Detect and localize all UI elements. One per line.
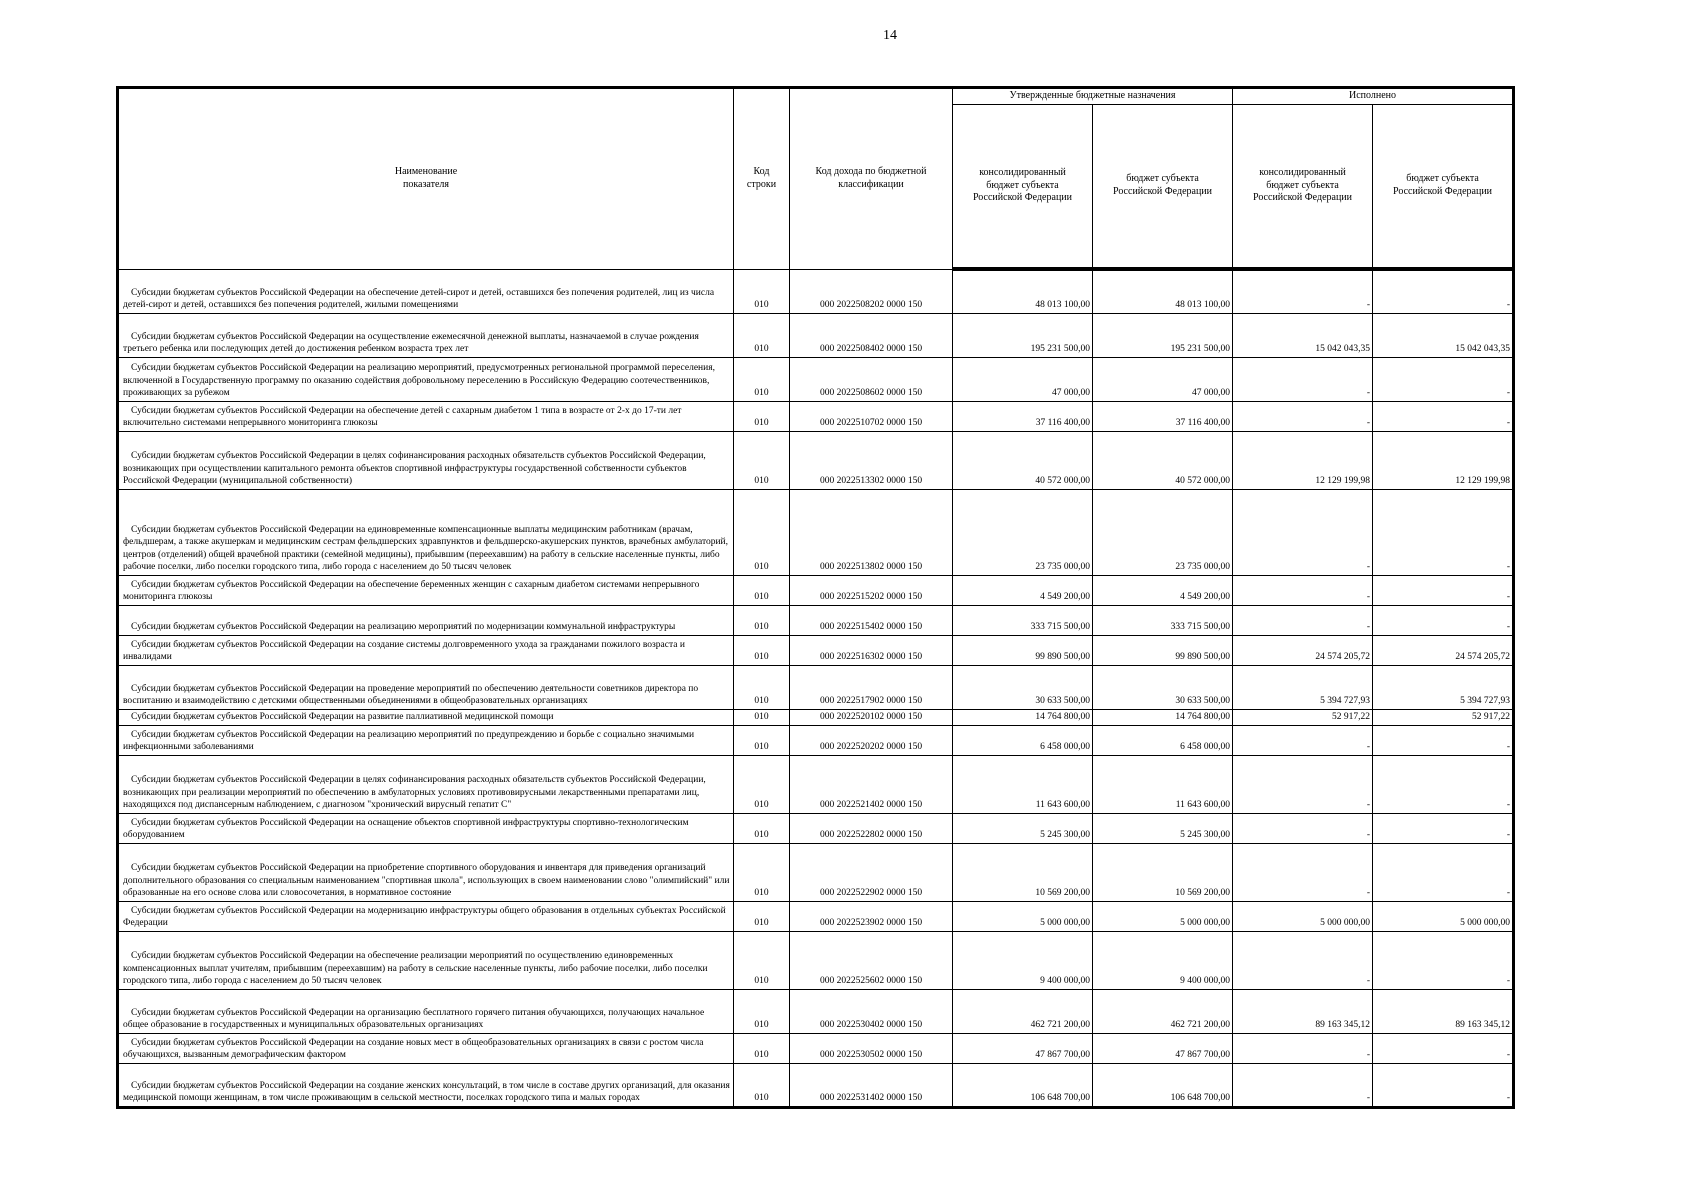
row-approved-subject: 5 245 300,00 xyxy=(1093,813,1233,843)
row-approved-consolidated: 47 867 700,00 xyxy=(953,1033,1093,1063)
row-approved-subject: 40 572 000,00 xyxy=(1093,431,1233,489)
row-approved-subject: 106 648 700,00 xyxy=(1093,1063,1233,1107)
row-executed-subject: - xyxy=(1373,489,1514,575)
row-income-code: 000 2022513302 0000 150 xyxy=(790,431,953,489)
row-executed-consolidated: 89 163 345,12 xyxy=(1233,989,1373,1033)
row-name: Субсидии бюджетам субъектов Российской Федерации в целях софинансирования расходных обязательств субъектов Российской Федерации, возникающих при осуществлении капитального ремонта объектов спортивной инфраструктуры государственной собственности субъектов Российской Федерации (муниципальной собственности) xyxy=(118,431,734,489)
row-income-code: 000 2022525602 0000 150 xyxy=(790,931,953,989)
row-income-code: 000 2022521402 0000 150 xyxy=(790,755,953,813)
row-executed-consolidated: - xyxy=(1233,1033,1373,1063)
row-income-code: 000 2022523902 0000 150 xyxy=(790,901,953,931)
row-line-code: 010 xyxy=(734,989,790,1033)
table-row xyxy=(118,931,1514,989)
budget-execution-table xyxy=(116,86,1515,1109)
row-executed-consolidated: - xyxy=(1233,357,1373,401)
row-approved-subject: 99 890 500,00 xyxy=(1093,635,1233,665)
row-approved-subject: 10 569 200,00 xyxy=(1093,843,1233,901)
row-approved-subject: 333 715 500,00 xyxy=(1093,605,1233,635)
row-line-code: 010 xyxy=(734,635,790,665)
row-executed-subject: 12 129 199,98 xyxy=(1373,431,1514,489)
row-executed-subject: - xyxy=(1373,1033,1514,1063)
table-row xyxy=(118,843,1514,901)
row-executed-consolidated: - xyxy=(1233,1063,1373,1107)
row-executed-subject: - xyxy=(1373,357,1514,401)
header-line-code: Код строки xyxy=(734,88,790,270)
row-executed-subject: - xyxy=(1373,755,1514,813)
row-approved-consolidated: 462 721 200,00 xyxy=(953,989,1093,1033)
row-executed-consolidated: - xyxy=(1233,843,1373,901)
row-line-code: 010 xyxy=(734,605,790,635)
row-approved-consolidated: 40 572 000,00 xyxy=(953,431,1093,489)
row-executed-subject: - xyxy=(1373,843,1514,901)
row-approved-subject: 9 400 000,00 xyxy=(1093,931,1233,989)
table-body xyxy=(118,269,1514,1107)
row-income-code: 000 2022522902 0000 150 xyxy=(790,843,953,901)
header-executed-group: Исполнено xyxy=(1233,88,1514,105)
row-executed-subject: - xyxy=(1373,605,1514,635)
row-line-code: 010 xyxy=(734,1063,790,1107)
row-approved-subject: 195 231 500,00 xyxy=(1093,313,1233,357)
table-row xyxy=(118,489,1514,575)
row-income-code: 000 2022515402 0000 150 xyxy=(790,605,953,635)
row-name: Субсидии бюджетам субъектов Российской Федерации на реализацию мероприятий по модернизации коммунальной инфраструктуры xyxy=(118,605,734,635)
row-executed-consolidated: - xyxy=(1233,725,1373,755)
row-name: Субсидии бюджетам субъектов Российской Федерации на единовременные компенсационные выплаты медицинским работникам (врачам, фельдшерам, а также акушеркам и медицинским сестрам фельдшерских здравпунктов и фельдшерско-акушерских пунктов, врачебных амбулаторий, центров (отделений) общей врачебной практики (семейной медицины), прибывшим (переехавшим) на работу в сельские населенные пункты, либо рабочие поселки, либо поселки городского типа, либо города с населением до 50 тысяч человек xyxy=(118,489,734,575)
row-income-code: 000 2022516302 0000 150 xyxy=(790,635,953,665)
row-line-code: 010 xyxy=(734,901,790,931)
header-executed-subject: бюджет субъекта Российской Федерации xyxy=(1373,104,1514,269)
row-approved-subject: 6 458 000,00 xyxy=(1093,725,1233,755)
row-approved-consolidated: 48 013 100,00 xyxy=(953,269,1093,313)
row-approved-subject: 462 721 200,00 xyxy=(1093,989,1233,1033)
row-approved-consolidated: 37 116 400,00 xyxy=(953,401,1093,431)
row-approved-consolidated: 333 715 500,00 xyxy=(953,605,1093,635)
row-executed-consolidated: - xyxy=(1233,755,1373,813)
row-income-code: 000 2022520102 0000 150 xyxy=(790,709,953,725)
row-executed-consolidated: 15 042 043,35 xyxy=(1233,313,1373,357)
table-row xyxy=(118,813,1514,843)
row-approved-consolidated: 11 643 600,00 xyxy=(953,755,1093,813)
row-executed-subject: - xyxy=(1373,725,1514,755)
row-name: Субсидии бюджетам субъектов Российской Федерации на создание женских консультаций, в том числе в составе других организаций, для оказания медицинской помощи женщинам, в том числе проживающим в сельской местности, поселках городского типа и малых городах xyxy=(118,1063,734,1107)
row-line-code: 010 xyxy=(734,313,790,357)
row-name: Субсидии бюджетам субъектов Российской Федерации на модернизацию инфраструктуры общего образования в отдельных субъектах Российской Федерации xyxy=(118,901,734,931)
row-executed-subject: 15 042 043,35 xyxy=(1373,313,1514,357)
table-row xyxy=(118,665,1514,709)
row-approved-consolidated: 23 735 000,00 xyxy=(953,489,1093,575)
row-name: Субсидии бюджетам субъектов Российской Федерации на проведение мероприятий по обеспечению деятельности советников директора по воспитанию и взаимодействию с детскими общественными объединениями в общеобразовательных организациях xyxy=(118,665,734,709)
row-approved-subject: 5 000 000,00 xyxy=(1093,901,1233,931)
row-approved-consolidated: 106 648 700,00 xyxy=(953,1063,1093,1107)
row-approved-consolidated: 99 890 500,00 xyxy=(953,635,1093,665)
row-income-code: 000 2022530402 0000 150 xyxy=(790,989,953,1033)
table-row xyxy=(118,431,1514,489)
row-approved-subject: 48 013 100,00 xyxy=(1093,269,1233,313)
row-executed-consolidated: 24 574 205,72 xyxy=(1233,635,1373,665)
table-row xyxy=(118,575,1514,605)
header-approved-consolidated: консолидированный бюджет субъекта Российской Федерации xyxy=(953,104,1093,269)
row-executed-subject: - xyxy=(1373,813,1514,843)
row-name: Субсидии бюджетам субъектов Российской Федерации в целях софинансирования расходных обязательств субъектов Российской Федерации, возникающих при реализации мероприятий по обеспечению в амбулаторных условиях противовирусными лекарственными препаратами лиц, находящихся под диспансерным наблюдением, с диагнозом "хронический вирусный гепатит С" xyxy=(118,755,734,813)
row-line-code: 010 xyxy=(734,931,790,989)
row-approved-consolidated: 195 231 500,00 xyxy=(953,313,1093,357)
row-income-code: 000 2022515202 0000 150 xyxy=(790,575,953,605)
row-executed-consolidated: 12 129 199,98 xyxy=(1233,431,1373,489)
row-executed-consolidated: - xyxy=(1233,575,1373,605)
row-line-code: 010 xyxy=(734,709,790,725)
row-line-code: 010 xyxy=(734,725,790,755)
table-row xyxy=(118,725,1514,755)
row-executed-consolidated: - xyxy=(1233,931,1373,989)
row-income-code: 000 2022531402 0000 150 xyxy=(790,1063,953,1107)
table-row xyxy=(118,1033,1514,1063)
row-line-code: 010 xyxy=(734,813,790,843)
row-executed-consolidated: 52 917,22 xyxy=(1233,709,1373,725)
row-name: Субсидии бюджетам субъектов Российской Федерации на обеспечение детей с сахарным диабетом 1 типа в возрасте от 2-х до 17-ти лет включительно системами непрерывного мониторинга глюкозы xyxy=(118,401,734,431)
row-income-code: 000 2022520202 0000 150 xyxy=(790,725,953,755)
row-executed-subject: - xyxy=(1373,401,1514,431)
table-row xyxy=(118,605,1514,635)
row-name: Субсидии бюджетам субъектов Российской Федерации на оснащение объектов спортивной инфраструктуры спортивно-технологическим оборудованием xyxy=(118,813,734,843)
row-executed-subject: - xyxy=(1373,1063,1514,1107)
row-approved-consolidated: 10 569 200,00 xyxy=(953,843,1093,901)
row-executed-consolidated: 5 000 000,00 xyxy=(1233,901,1373,931)
row-approved-subject: 30 633 500,00 xyxy=(1093,665,1233,709)
table-row xyxy=(118,313,1514,357)
row-line-code: 010 xyxy=(734,431,790,489)
row-line-code: 010 xyxy=(734,401,790,431)
row-line-code: 010 xyxy=(734,665,790,709)
table-row xyxy=(118,755,1514,813)
table-row xyxy=(118,269,1514,313)
row-approved-subject: 37 116 400,00 xyxy=(1093,401,1233,431)
row-executed-subject: - xyxy=(1373,931,1514,989)
row-executed-consolidated: - xyxy=(1233,605,1373,635)
row-approved-consolidated: 9 400 000,00 xyxy=(953,931,1093,989)
row-approved-subject: 47 867 700,00 xyxy=(1093,1033,1233,1063)
row-income-code: 000 2022513802 0000 150 xyxy=(790,489,953,575)
row-line-code: 010 xyxy=(734,489,790,575)
header-executed-consolidated: консолидированный бюджет субъекта Российской Федерации xyxy=(1233,104,1373,269)
row-approved-consolidated: 5 245 300,00 xyxy=(953,813,1093,843)
row-income-code: 000 2022508402 0000 150 xyxy=(790,313,953,357)
row-executed-consolidated: 5 394 727,93 xyxy=(1233,665,1373,709)
row-line-code: 010 xyxy=(734,575,790,605)
row-income-code: 000 2022530502 0000 150 xyxy=(790,1033,953,1063)
row-executed-subject: 5 000 000,00 xyxy=(1373,901,1514,931)
row-income-code: 000 2022508202 0000 150 xyxy=(790,269,953,313)
row-name: Субсидии бюджетам субъектов Российской Федерации на обеспечение беременных женщин с сахарным диабетом системами непрерывного мониторинга глюкозы xyxy=(118,575,734,605)
row-executed-subject: - xyxy=(1373,575,1514,605)
header-approved-subject: бюджет субъекта Российской Федерации xyxy=(1093,104,1233,269)
row-executed-subject: 89 163 345,12 xyxy=(1373,989,1514,1033)
row-executed-subject: - xyxy=(1373,269,1514,313)
row-approved-subject: 23 735 000,00 xyxy=(1093,489,1233,575)
page-number: 14 xyxy=(883,28,897,43)
row-income-code: 000 2022522802 0000 150 xyxy=(790,813,953,843)
row-name: Субсидии бюджетам субъектов Российской Федерации на создание системы долговременного ухода за гражданами пожилого возраста и инвалидами xyxy=(118,635,734,665)
row-income-code: 000 2022508602 0000 150 xyxy=(790,357,953,401)
row-approved-subject: 47 000,00 xyxy=(1093,357,1233,401)
table-row xyxy=(118,635,1514,665)
row-executed-consolidated: - xyxy=(1233,813,1373,843)
row-name: Субсидии бюджетам субъектов Российской Федерации на осуществление ежемесячной денежной выплаты, назначаемой в случае рождения третьего ребенка или последующих детей до достижения ребенком возраста трех лет xyxy=(118,313,734,357)
table-row xyxy=(118,901,1514,931)
row-approved-consolidated: 5 000 000,00 xyxy=(953,901,1093,931)
table-row xyxy=(118,1063,1514,1107)
header-approved-group: Утвержденные бюджетные назначения xyxy=(953,88,1233,105)
row-approved-consolidated: 30 633 500,00 xyxy=(953,665,1093,709)
row-executed-subject: 24 574 205,72 xyxy=(1373,635,1514,665)
row-line-code: 010 xyxy=(734,843,790,901)
row-executed-subject: 52 917,22 xyxy=(1373,709,1514,725)
row-approved-subject: 11 643 600,00 xyxy=(1093,755,1233,813)
row-executed-consolidated: - xyxy=(1233,269,1373,313)
header-name: Наименование показателя xyxy=(118,88,734,270)
table-row xyxy=(118,709,1514,725)
row-name: Субсидии бюджетам субъектов Российской Федерации на обеспечение реализации мероприятий по осуществлению единовременных компенсационных выплат учителям, прибывшим (переехавшим) на работу в сельские населенные пункты, либо рабочие поселки, либо поселки городского типа, либо города с населением до 50 тысяч человек xyxy=(118,931,734,989)
table-row xyxy=(118,989,1514,1033)
row-name: Субсидии бюджетам субъектов Российской Федерации на приобретение спортивного оборудования и инвентаря для приведения организаций дополнительного образования со специальным наименованием "спортивная школа", использующих в своем наименовании слово "олимпийский" или образованные на его основе слова или словосочетания, в нормативное состояние xyxy=(118,843,734,901)
table-header xyxy=(118,88,1514,270)
row-name: Субсидии бюджетам субъектов Российской Федерации на реализацию мероприятий, предусмотренных региональной программой переселения, включенной в Государственную программу по оказанию содействия добровольному переселению в Российскую Федерацию соотечественников, проживающих за рубежом xyxy=(118,357,734,401)
header-income-code: Код дохода по бюджетной классификации xyxy=(790,88,953,270)
row-name: Субсидии бюджетам субъектов Российской Федерации на обеспечение детей-сирот и детей, оставшихся без попечения родителей, лиц из числа детей-сирот и детей, оставшихся без попечения родителей, жилыми помещениями xyxy=(118,269,734,313)
table-row xyxy=(118,401,1514,431)
row-approved-subject: 14 764 800,00 xyxy=(1093,709,1233,725)
row-name: Субсидии бюджетам субъектов Российской Федерации на развитие паллиативной медицинской помощи xyxy=(118,709,734,725)
row-line-code: 010 xyxy=(734,357,790,401)
row-approved-consolidated: 47 000,00 xyxy=(953,357,1093,401)
row-name: Субсидии бюджетам субъектов Российской Федерации на реализацию мероприятий по предупреждению и борьбе с социально значимыми инфекционными заболеваниями xyxy=(118,725,734,755)
row-executed-subject: 5 394 727,93 xyxy=(1373,665,1514,709)
row-line-code: 010 xyxy=(734,755,790,813)
row-executed-consolidated: - xyxy=(1233,489,1373,575)
row-approved-consolidated: 4 549 200,00 xyxy=(953,575,1093,605)
row-line-code: 010 xyxy=(734,269,790,313)
row-executed-consolidated: - xyxy=(1233,401,1373,431)
row-income-code: 000 2022510702 0000 150 xyxy=(790,401,953,431)
row-income-code: 000 2022517902 0000 150 xyxy=(790,665,953,709)
row-approved-consolidated: 6 458 000,00 xyxy=(953,725,1093,755)
table-row xyxy=(118,357,1514,401)
row-name: Субсидии бюджетам субъектов Российской Федерации на организацию бесплатного горячего питания обучающихся, получающих начальное общее образование в государственных и муниципальных образовательных организациях xyxy=(118,989,734,1033)
row-line-code: 010 xyxy=(734,1033,790,1063)
row-approved-consolidated: 14 764 800,00 xyxy=(953,709,1093,725)
row-approved-subject: 4 549 200,00 xyxy=(1093,575,1233,605)
row-name: Субсидии бюджетам субъектов Российской Федерации на создание новых мест в общеобразовательных организациях в связи с ростом числа обучающихся, вызванным демографическим фактором xyxy=(118,1033,734,1063)
